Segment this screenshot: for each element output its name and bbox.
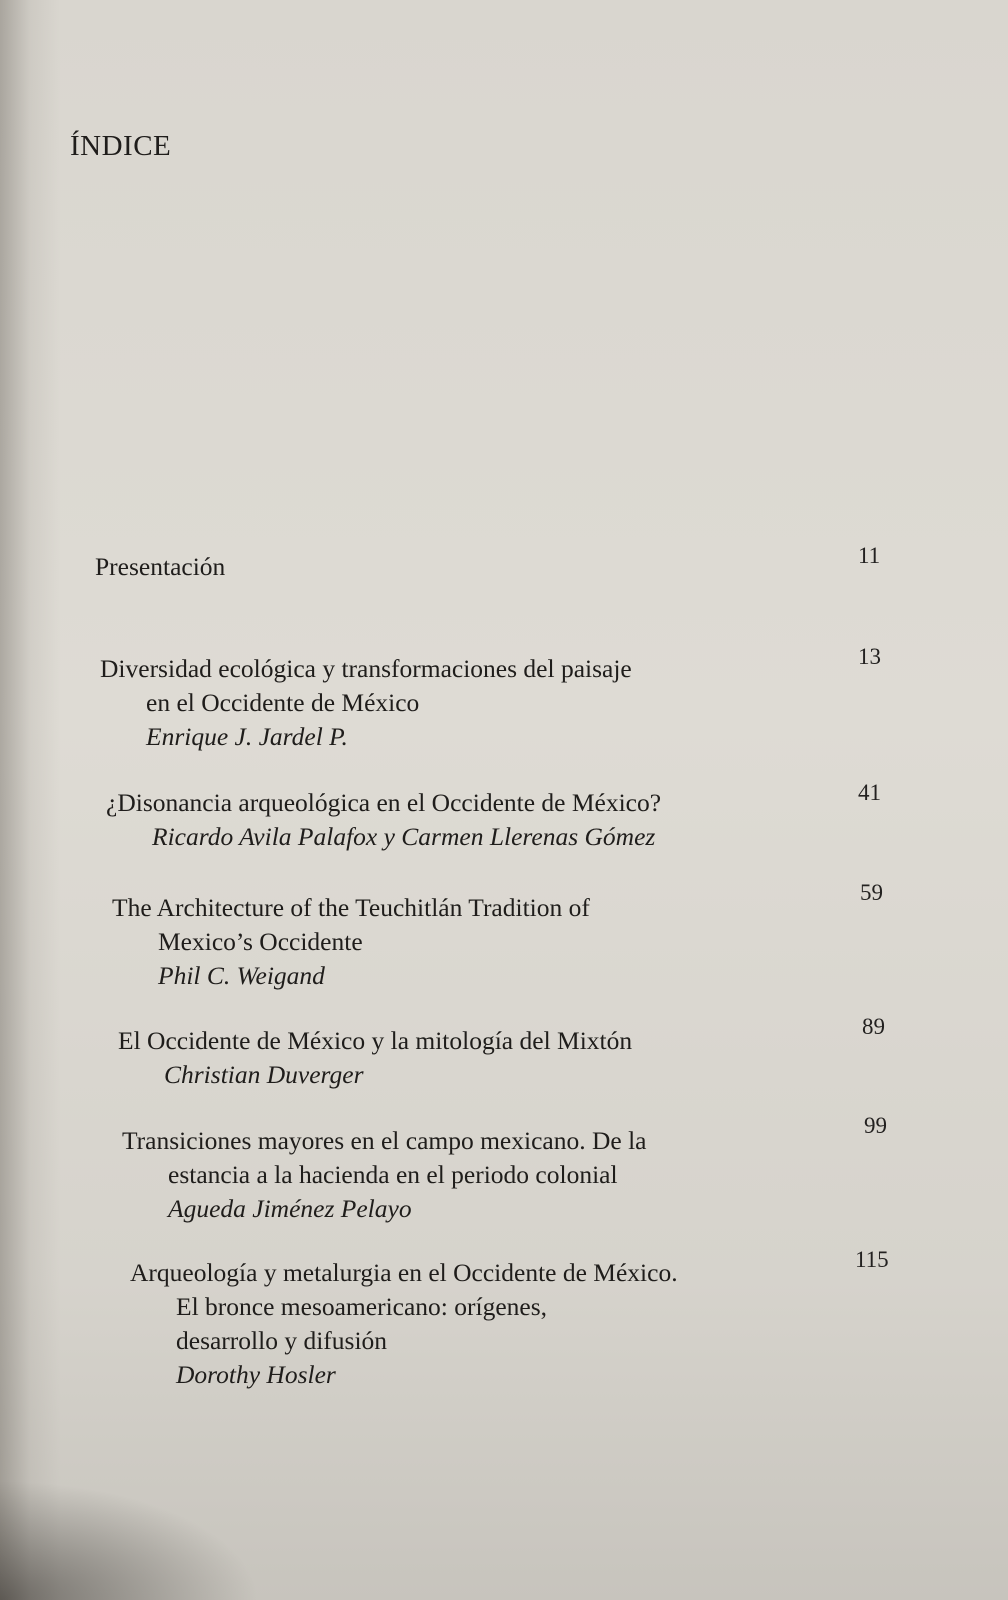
- toc-entry: [122, 1124, 646, 1226]
- page-number: 89: [862, 1014, 885, 1039]
- toc-entry: [130, 1256, 678, 1392]
- entry-title-line: desarrollo y difusión: [176, 1326, 388, 1355]
- page-number: 13: [858, 644, 881, 669]
- entry-author: Enrique J. Jardel P.: [146, 722, 348, 751]
- entry-title-line: Arqueología y metalurgia en el Occidente de México.: [130, 1258, 678, 1287]
- entry-title-line: Diversidad ecológica y transformaciones del paisaje: [100, 654, 632, 683]
- entry-title-line: ¿Disonancia arqueológica en el Occidente de México?: [106, 788, 662, 817]
- entry-title-line: El Occidente de México y la mitología del Mixtón: [118, 1026, 633, 1055]
- entry-author: Agueda Jiménez Pelayo: [168, 1194, 412, 1223]
- entry-author: Christian Duverger: [164, 1060, 364, 1089]
- entry-title-line: Mexico’s Occidente: [158, 927, 363, 956]
- entry-author: Ricardo Avila Palafox y Carmen Llerenas Gómez: [152, 822, 656, 851]
- entry-title-line: Presentación: [95, 552, 226, 581]
- page-number: 99: [864, 1113, 887, 1138]
- entry-title-line: estancia a la hacienda en el periodo colonial: [168, 1160, 618, 1189]
- toc-entry: [100, 652, 632, 754]
- toc-entry-presentacion: [95, 550, 225, 584]
- page-number: 115: [855, 1247, 889, 1272]
- page-number: 41: [858, 780, 881, 805]
- entry-title-line: El bronce mesoamericano: orígenes,: [176, 1292, 548, 1321]
- page-number: 11: [858, 543, 881, 568]
- entry-title-line: Transiciones mayores en el campo mexicano. De la: [122, 1126, 647, 1155]
- toc-entry: [112, 891, 590, 993]
- page-number: 59: [860, 880, 883, 905]
- toc-entry: [118, 1024, 632, 1092]
- entry-title-line: en el Occidente de México: [146, 688, 420, 717]
- index-title: ÍNDICE: [70, 130, 172, 162]
- toc-entry: [106, 786, 661, 854]
- entry-author: Dorothy Hosler: [176, 1360, 336, 1389]
- entry-author: Phil C. Weigand: [158, 961, 325, 990]
- entry-title-line: The Architecture of the Teuchitlán Tradition of: [112, 893, 590, 922]
